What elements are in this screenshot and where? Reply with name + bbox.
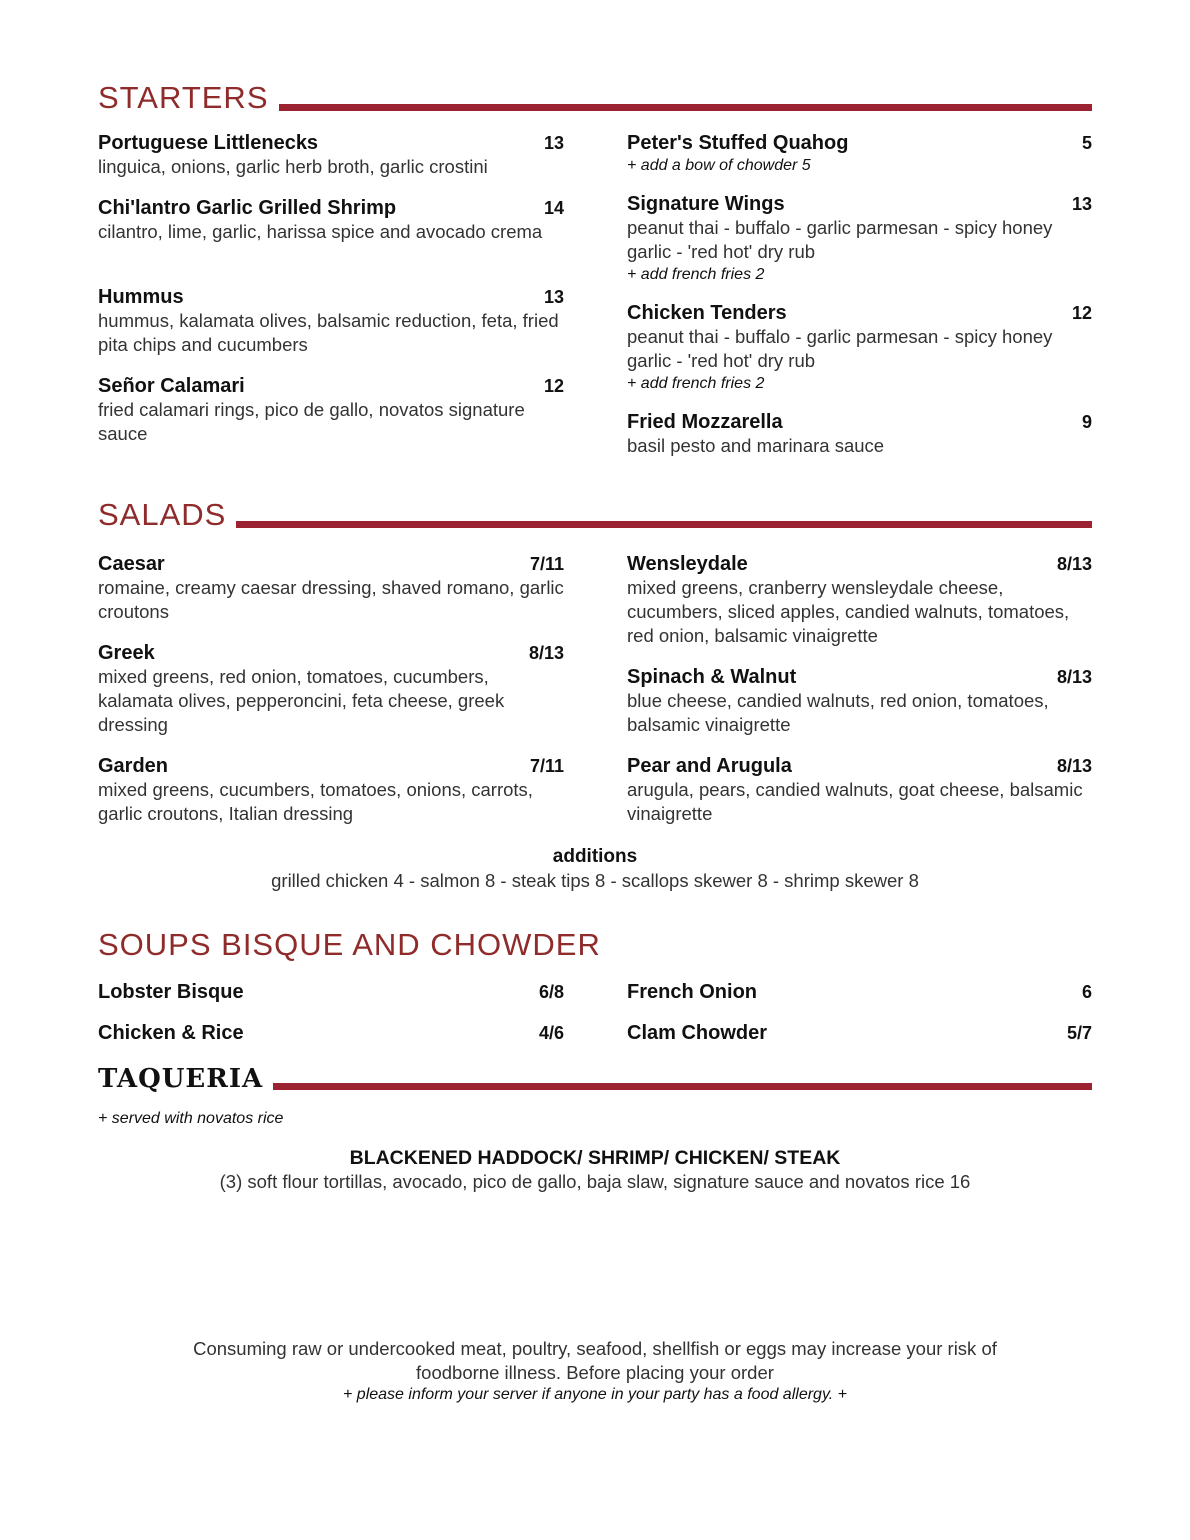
- item-description: (3) soft flour tortillas, avocado, pico de gallo, baja slaw, signature sauce and novatos rice 16: [219, 1171, 971, 1192]
- taqueria-note: [98, 1108, 564, 1130]
- item-name: Garden: [98, 755, 169, 777]
- item-name: Caesar: [98, 553, 165, 575]
- item-description: fried calamari rings, pico de gallo, novatos signature sauce: [98, 399, 525, 444]
- item-name: Portuguese Littlenecks: [98, 132, 319, 154]
- additions-list: grilled chicken 4 - salmon 8 - steak tips 8 - scallops skewer 8 - shrimp skewer 8: [271, 870, 919, 891]
- salad-additions: [0, 845, 1190, 893]
- menu-item: [627, 193, 1092, 286]
- menu-item: [627, 1022, 1092, 1045]
- item-name: Chi'lantro Garlic Grilled Shrimp: [98, 197, 397, 219]
- menu-item: [98, 1022, 564, 1045]
- item-price: 9: [1081, 412, 1092, 432]
- item-name: Señor Calamari: [98, 375, 245, 397]
- item-name: Hummus: [98, 286, 184, 308]
- taqueria-header: [98, 1066, 1092, 1092]
- item-price: 4/6: [538, 1023, 564, 1043]
- item-description: arugula, pears, candied walnuts, goat cheese, balsamic vinaigrette: [627, 779, 1083, 824]
- item-description: hummus, kalamata olives, balsamic reduction, feta, fried pita chips and cucumbers: [98, 310, 559, 355]
- item-description: peanut thai - buffalo - garlic parmesan - spicy honey garlic - 'red hot' dry rub: [627, 217, 1053, 262]
- allergy-note: + please inform your server if anyone in your party has a food allergy. +: [343, 1386, 847, 1403]
- menu-item: [627, 666, 1092, 737]
- taqueria-rule: [273, 1083, 1092, 1090]
- menu-item: [627, 755, 1092, 826]
- item-description: peanut thai - buffalo - garlic parmesan - spicy honey garlic - 'red hot' dry rub: [627, 326, 1053, 371]
- item-name: Peter's Stuffed Quahog: [627, 132, 849, 154]
- item-description: basil pesto and marinara sauce: [627, 435, 885, 456]
- item-price: 8/13: [1056, 756, 1092, 776]
- item-price: 7/11: [529, 756, 564, 776]
- served-with-note: + served with novatos rice: [98, 1110, 284, 1127]
- item-name: Lobster Bisque: [98, 981, 244, 1003]
- item-name: BLACKENED HADDOCK/ SHRIMP/ CHICKEN/ STEAK: [349, 1147, 841, 1169]
- item-price: 7/11: [529, 554, 564, 574]
- item-name: Greek: [98, 642, 155, 664]
- salads-header: [98, 499, 1092, 530]
- item-description: mixed greens, cucumbers, tomatoes, onions, carrots, garlic croutons, Italian dressing: [98, 779, 533, 824]
- menu-item: [627, 981, 1092, 1004]
- item-name: Wensleydale: [627, 553, 748, 575]
- taqueria-item: [0, 1146, 1190, 1194]
- menu-item: [98, 132, 564, 179]
- item-price: 12: [543, 376, 564, 396]
- item-price: 8/13: [528, 643, 564, 663]
- menu-item: [627, 553, 1092, 648]
- item-price: 5/7: [1066, 1023, 1092, 1043]
- menu-item: [627, 411, 1092, 458]
- item-price: 14: [543, 198, 564, 218]
- item-description: mixed greens, red onion, tomatoes, cucumbers, kalamata olives, pepperoncini, feta cheese, greek dressing: [98, 666, 505, 735]
- salads-rule: [236, 521, 1092, 528]
- item-description: mixed greens, cranberry wensleydale cheese, cucumbers, sliced apples, candied walnuts, tomatoes, red onion, balsamic vinaigrette: [627, 577, 1070, 646]
- item-price: 12: [1071, 303, 1092, 323]
- menu-item: [98, 755, 564, 826]
- item-price: 6: [1081, 982, 1092, 1002]
- item-addon-note: + add a bow of chowder 5: [627, 157, 811, 174]
- menu-item: [98, 642, 564, 737]
- soups-header: [98, 929, 1092, 960]
- menu-item: [98, 197, 564, 244]
- item-name: Signature Wings: [627, 193, 785, 215]
- item-price: 13: [543, 287, 564, 307]
- food-safety-disclaimer: [0, 1337, 1190, 1405]
- item-name: Chicken Tenders: [627, 302, 787, 324]
- soups-title: SOUPS BISQUE AND CHOWDER: [98, 927, 601, 962]
- item-addon-note: + add french fries 2: [627, 375, 765, 392]
- item-price: 13: [543, 133, 564, 153]
- item-description: romaine, creamy caesar dressing, shaved romano, garlic croutons: [98, 577, 564, 622]
- item-name: Spinach & Walnut: [627, 666, 797, 688]
- additions-title: additions: [552, 846, 638, 867]
- menu-item: [98, 375, 564, 446]
- starters-header: [98, 82, 1092, 113]
- item-price: 8/13: [1056, 667, 1092, 687]
- menu-item: [627, 132, 1092, 177]
- item-description: blue cheese, candied walnuts, red onion, tomatoes, balsamic vinaigrette: [627, 690, 1049, 735]
- item-name: Fried Mozzarella: [627, 411, 783, 433]
- menu-item: [98, 286, 564, 357]
- starters-title: STARTERS: [98, 80, 269, 115]
- item-name: French Onion: [627, 981, 757, 1003]
- salads-title: SALADS: [98, 497, 227, 532]
- item-price: 13: [1071, 194, 1092, 214]
- menu-item: [98, 981, 564, 1004]
- item-price: 5: [1081, 133, 1092, 153]
- item-name: Clam Chowder: [627, 1022, 768, 1044]
- menu-item: [627, 302, 1092, 395]
- item-description: linguica, onions, garlic herb broth, garlic crostini: [98, 156, 488, 177]
- disclaimer-line: foodborne illness. Before placing your order: [416, 1362, 774, 1383]
- taqueria-title: TAQUERIA: [98, 1064, 264, 1094]
- disclaimer-line: Consuming raw or undercooked meat, poultry, seafood, shellfish or eggs may increase your risk of: [193, 1338, 997, 1359]
- item-price: 8/13: [1056, 554, 1092, 574]
- item-addon-note: + add french fries 2: [627, 266, 765, 283]
- item-description: cilantro, lime, garlic, harissa spice and avocado crema: [98, 221, 543, 242]
- item-name: Chicken & Rice: [98, 1022, 244, 1044]
- item-name: Pear and Arugula: [627, 755, 792, 777]
- starters-rule: [279, 104, 1093, 111]
- item-price: 6/8: [538, 982, 564, 1002]
- menu-item: [98, 553, 564, 624]
